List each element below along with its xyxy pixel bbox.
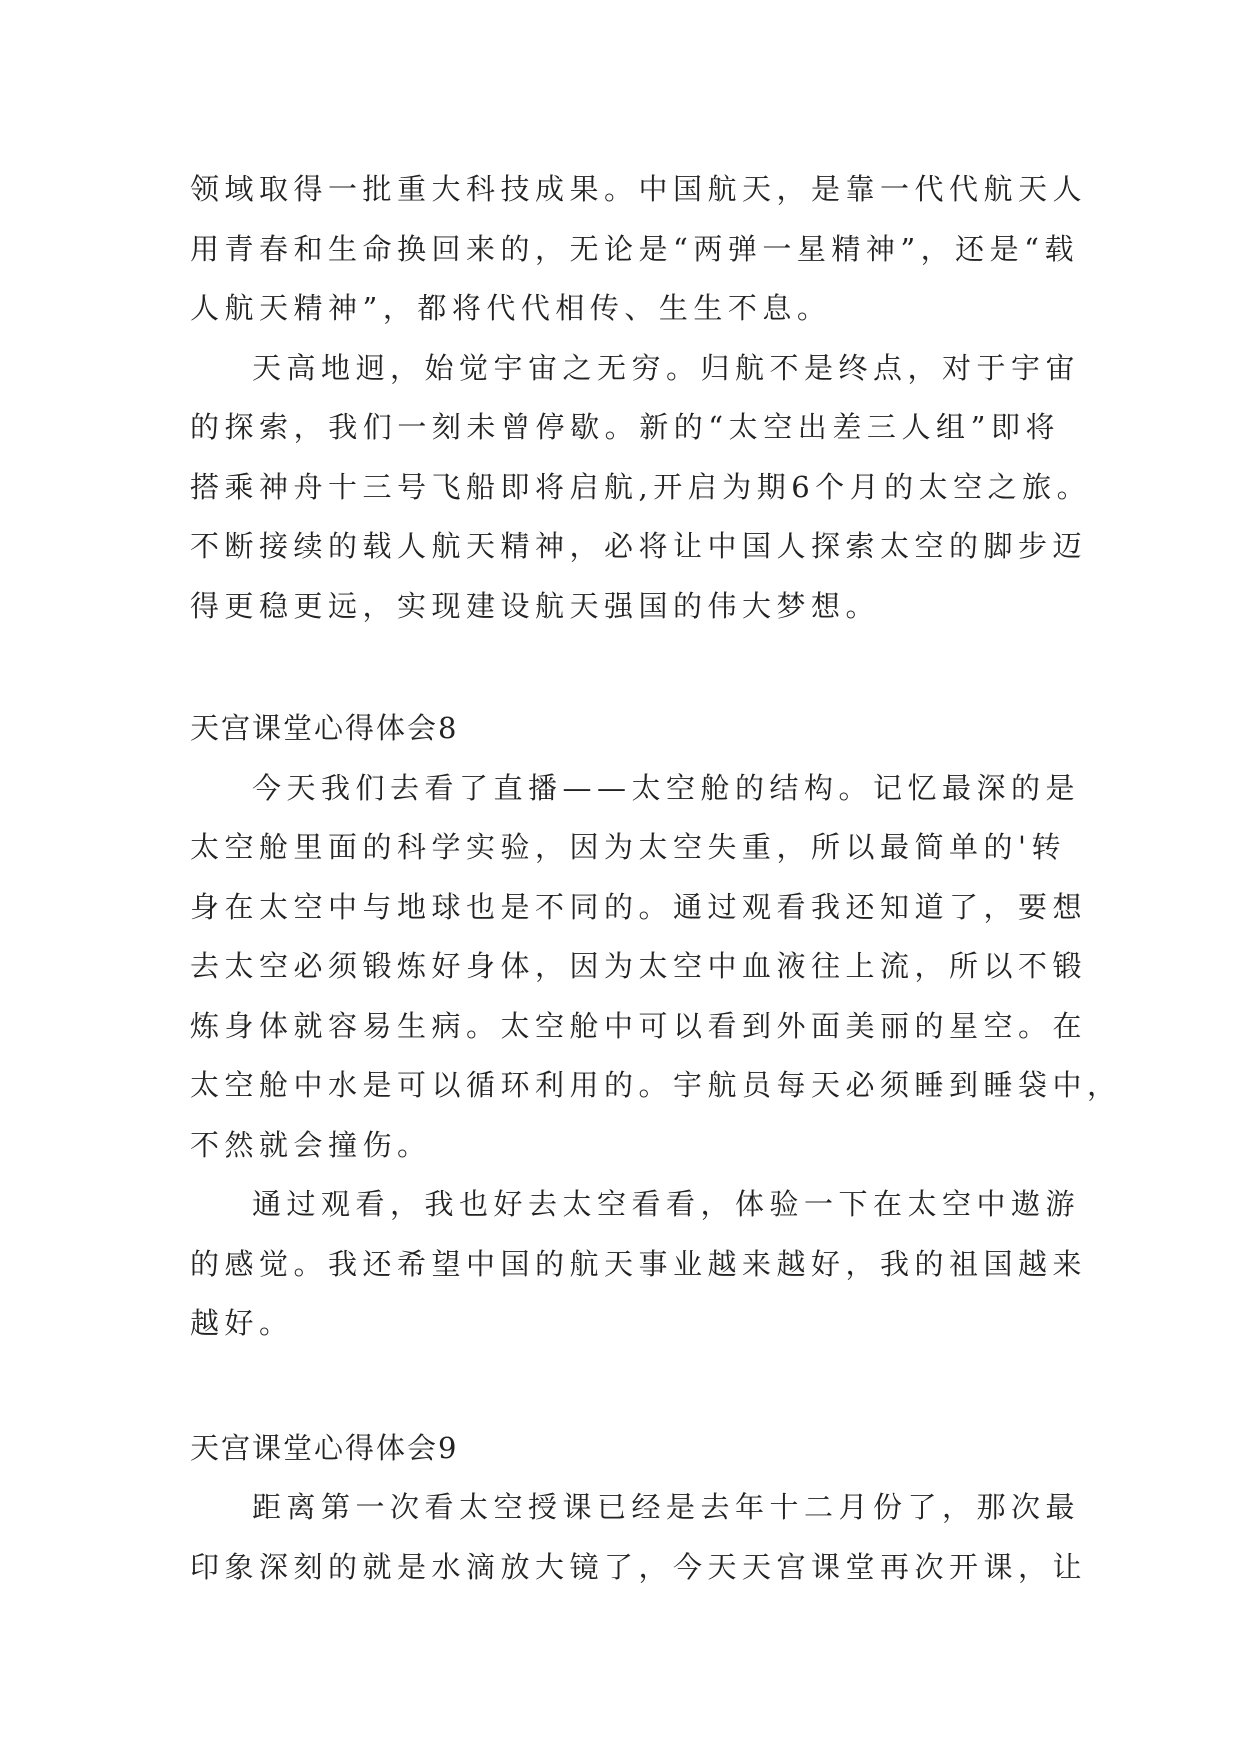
section-heading-8: 天宫课堂心得体会8 bbox=[190, 711, 459, 745]
paragraph-1 bbox=[190, 160, 1088, 339]
text-line: 距离第一次看太空授课已经是去年十二月份了，那次最 bbox=[252, 1490, 1081, 1524]
section-heading-9: 天宫课堂心得体会9 bbox=[190, 1430, 459, 1465]
paragraph-3 bbox=[190, 759, 1122, 1176]
text-line: 炼身体就容易生病。太空舱中可以看到外面美丽的星空。在 bbox=[190, 1008, 1088, 1043]
text-line: 人航天精神”，都将代代相传、生生不息。 bbox=[190, 291, 832, 325]
text-line: 搭乘神舟十三号飞船即将启航,开启为期6个月的太空之旅。 bbox=[190, 469, 1092, 504]
text-line: 不断接续的载人航天精神，必将让中国人探索太空的脚步迈 bbox=[190, 529, 1088, 563]
text-line: 用青春和生命换回来的，无论是“两弹一星精神”，还是“载 bbox=[190, 231, 1079, 266]
section-gap bbox=[190, 1354, 1060, 1419]
text-line: 身在太空中与地球也是不同的。通过观看我还知道了，要想 bbox=[190, 889, 1088, 924]
text-line: 天高地迥，始觉宇宙之无穷。归航不是终点，对于宇宙 bbox=[252, 350, 1081, 385]
text-line: 去太空必须锻炼好身体，因为太空中血液往上流，所以不锻 bbox=[190, 949, 1088, 983]
text-line: 今天我们去看了直播——太空舱的结构。记忆最深的是 bbox=[252, 770, 1081, 805]
document-page bbox=[190, 160, 1122, 1597]
paragraph-2 bbox=[190, 339, 1092, 637]
text-line: 太空舱中水是可以循环利用的。宇航员每天必须睡到睡袋中， bbox=[190, 1068, 1122, 1102]
text-line: 太空舱里面的科学实验，因为太空失重，所以最简单的'转 bbox=[190, 830, 1066, 864]
text-line: 不然就会撞伤。 bbox=[190, 1127, 432, 1162]
section-gap bbox=[190, 636, 1060, 699]
paragraph-4 bbox=[190, 1175, 1088, 1354]
text-line: 领域取得一批重大科技成果。中国航天，是靠一代代航天人 bbox=[190, 172, 1088, 206]
text-line: 的感觉。我还希望中国的航天事业越来越好，我的祖国越来 bbox=[190, 1246, 1088, 1281]
text-line: 越好。 bbox=[190, 1306, 294, 1340]
text-line: 的探索，我们一刻未曾停歇。新的“太空出差三人组”即将 bbox=[190, 410, 1060, 444]
text-line: 印象深刻的就是水滴放大镜了，今天天宫课堂再次开课，让 bbox=[190, 1549, 1088, 1584]
text-line: 通过观看，我也好去太空看看，体验一下在太空中遨游 bbox=[252, 1187, 1081, 1221]
text-line: 得更稳更远，实现建设航天强国的伟大梦想。 bbox=[190, 588, 881, 623]
paragraph-5 bbox=[190, 1478, 1088, 1597]
